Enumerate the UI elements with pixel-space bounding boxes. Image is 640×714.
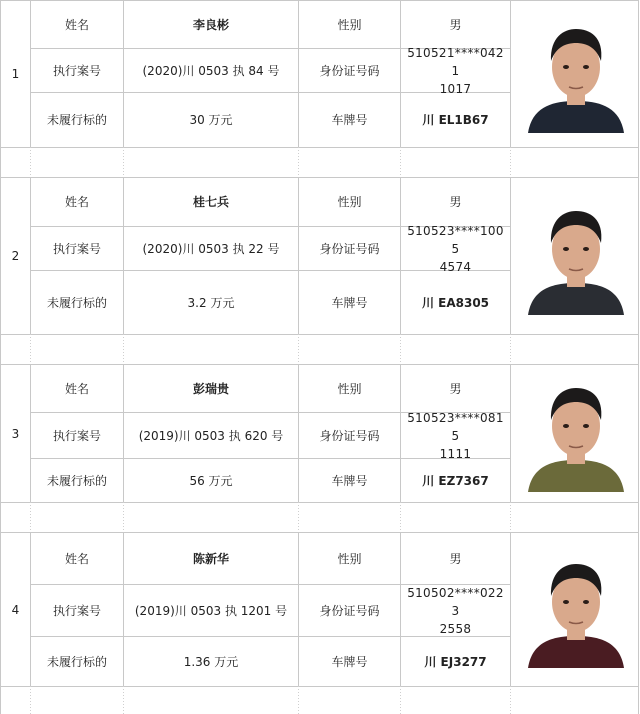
gender-value: 男	[449, 381, 462, 396]
unpaid-amount-label: 未履行标的	[46, 113, 107, 127]
gender-value: 男	[449, 195, 462, 209]
id-number-line-1: 510521****0421	[407, 45, 504, 78]
unpaid-amount-value: 30 万元	[189, 113, 233, 127]
name-value: 李良彬	[192, 17, 229, 32]
plate-label: 车牌号	[331, 654, 368, 669]
id-number-line-2: 2558	[439, 621, 472, 636]
name-label: 姓名	[64, 381, 89, 396]
case-number-value: (2019)川 0503 执 620 号	[138, 428, 284, 443]
person-photo	[524, 374, 628, 492]
plate-value: 川 EL1B67	[422, 113, 489, 127]
gender-value: 男	[449, 551, 462, 566]
unpaid-amount-label: 未履行标的	[46, 295, 107, 310]
id-number-label: 身份证号码	[319, 603, 380, 618]
id-number-value	[401, 585, 510, 636]
name-label: 姓名	[64, 551, 89, 566]
row-index: 4	[11, 602, 20, 617]
person-photo	[524, 15, 628, 133]
id-number-line-2: 1111	[439, 446, 472, 461]
row-index: 1	[11, 67, 20, 81]
unpaid-amount-value: 56 万元	[189, 473, 233, 488]
name-value: 彭瑞贵	[192, 381, 229, 396]
unpaid-amount-label: 未履行标的	[46, 473, 107, 488]
case-number-value: (2020)川 0503 执 84 号	[142, 63, 280, 78]
case-number-label: 执行案号	[52, 241, 101, 256]
unpaid-amount-label: 未履行标的	[46, 654, 107, 669]
case-number-value: (2020)川 0503 执 22 号	[142, 241, 280, 256]
person-photo	[524, 550, 628, 668]
id-number-label: 身份证号码	[319, 241, 380, 256]
name-label: 姓名	[64, 17, 89, 32]
id-number-value	[401, 45, 510, 96]
id-number-line-1: 510523****1005	[407, 223, 504, 256]
id-number-label: 身份证号码	[319, 428, 380, 443]
case-number-label: 执行案号	[52, 63, 101, 78]
unpaid-amount-value: 3.2 万元	[187, 295, 235, 310]
plate-value: 川 EJ3277	[424, 654, 487, 669]
name-value: 桂七兵	[192, 195, 229, 209]
id-number-value	[401, 410, 510, 461]
gender-label: 性别	[337, 551, 362, 566]
id-number-line-1: 510502****0223	[407, 585, 504, 618]
plate-label: 车牌号	[331, 473, 368, 488]
id-number-label: 身份证号码	[319, 63, 380, 78]
id-number-line-2: 4574	[439, 259, 472, 274]
id-number-line-2: 1017	[439, 81, 472, 96]
person-photo	[524, 197, 628, 315]
case-number-value: (2019)川 0503 执 1201 号	[134, 603, 288, 618]
row-index: 3	[11, 426, 20, 441]
name-label: 姓名	[64, 195, 89, 209]
plate-value: 川 EZ7367	[422, 473, 489, 488]
unpaid-amount-value: 1.36 万元	[183, 654, 239, 669]
id-number-value	[401, 223, 510, 274]
gender-label: 性别	[337, 17, 362, 32]
plate-label: 车牌号	[331, 113, 368, 127]
case-number-label: 执行案号	[52, 603, 101, 618]
gender-value: 男	[449, 17, 462, 32]
name-value: 陈新华	[192, 551, 229, 566]
gender-label: 性别	[337, 381, 362, 396]
id-number-line-1: 510523****0815	[407, 410, 504, 443]
row-index: 2	[11, 249, 20, 263]
plate-value: 川 EA8305	[421, 295, 490, 310]
plate-label: 车牌号	[331, 295, 368, 310]
case-number-label: 执行案号	[52, 428, 101, 443]
gender-label: 性别	[337, 195, 362, 209]
